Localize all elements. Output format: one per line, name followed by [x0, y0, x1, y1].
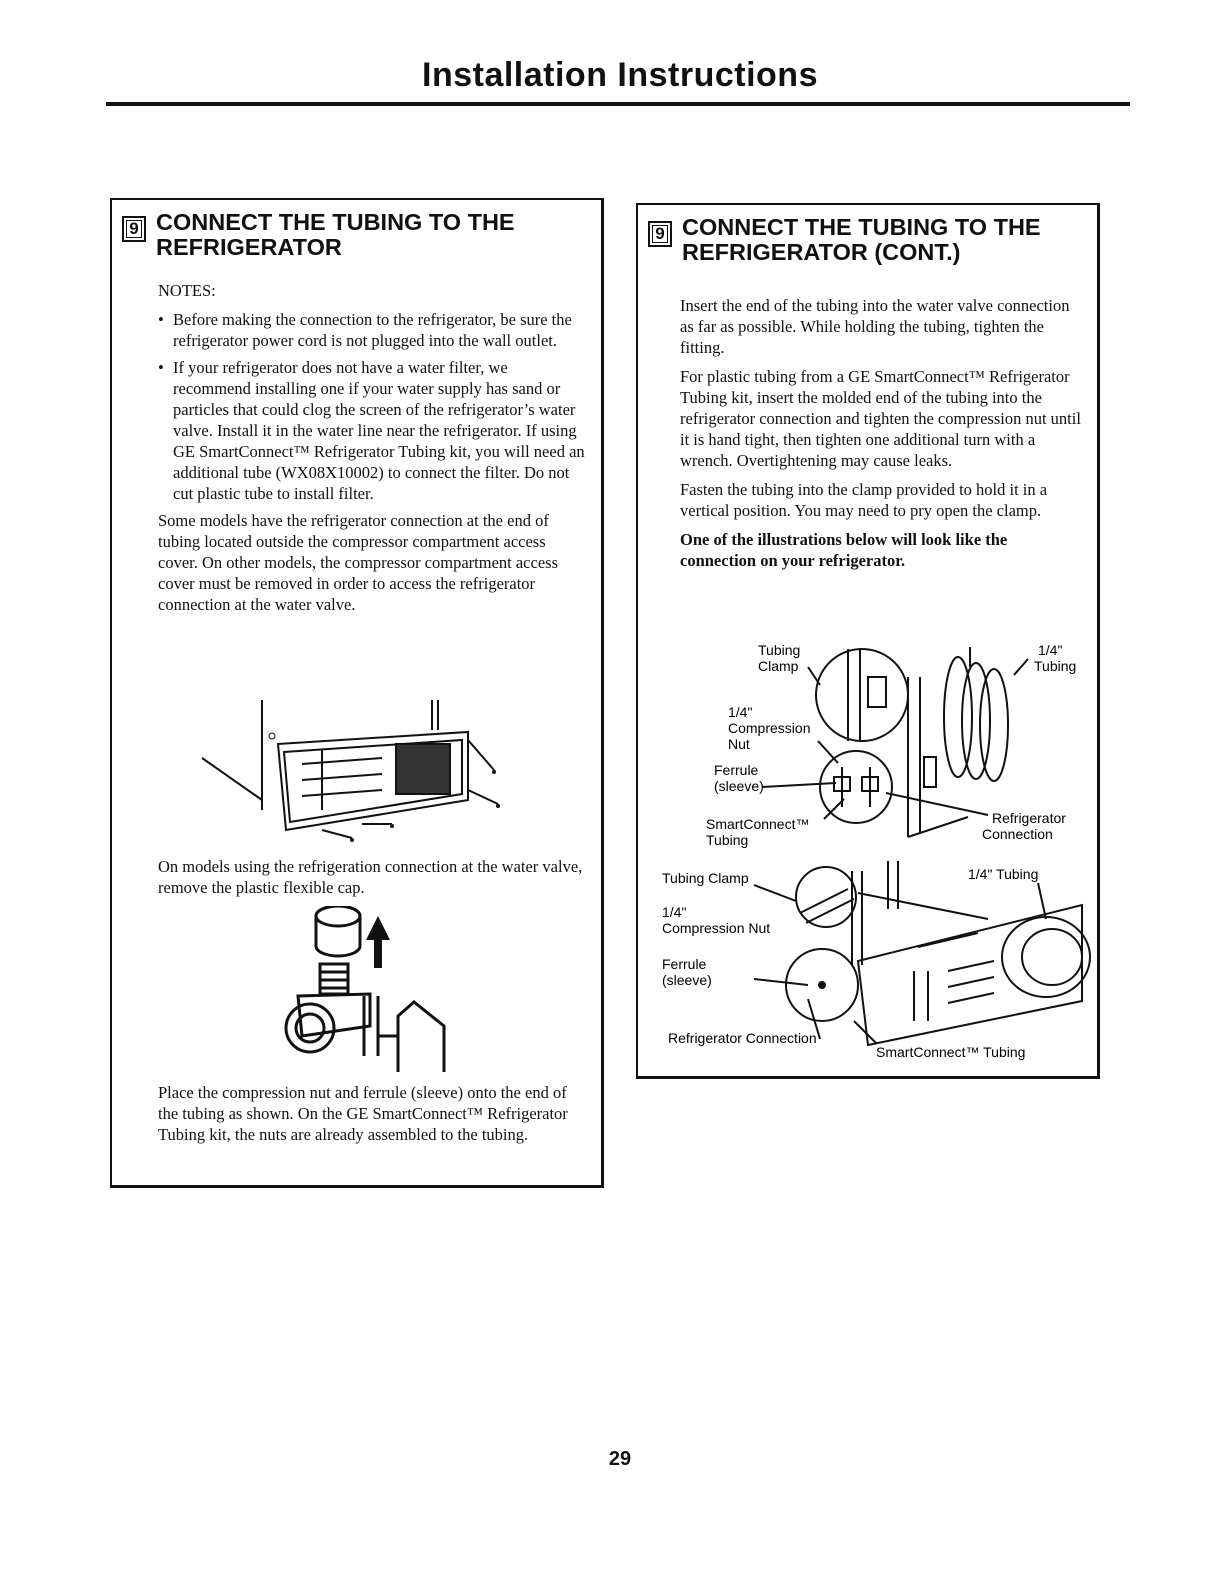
step-header-right [648, 215, 1087, 265]
page-number: 29 [608, 1448, 632, 1470]
ferrule-label-line2: (sleeve) [662, 972, 712, 988]
title-rule [106, 102, 1130, 106]
water-valve-cap-illustration [278, 906, 458, 1076]
note-item: • If your refrigerator does not have a water filter, we recommend installing one if your water supply has sand or particles that could clog the screen of the refrigerator’s water valve. Install it in the water line near the refrigerator. If using GE SmartConnect™ Refrigerator Tubing kit, you will need an additional tube (WX08X10002) to connect the filter. Do not cut plastic tube to install filter. [158, 357, 587, 504]
step-title-right [682, 215, 1087, 265]
step-title-line2: REFRIGERATOR [156, 234, 342, 260]
tubing-clamp-label-line1: Tubing [758, 642, 801, 658]
smartconnect-label-line2: Tubing [706, 832, 749, 848]
compression-nut-label-line2: Compression Nut [662, 920, 771, 936]
insert-paragraph: Insert the end of the tubing into the water valve connection as far as possible. While holding the tubing, tighten the fitting. [680, 296, 1070, 357]
ferrule-label-line1: Ferrule [714, 762, 759, 778]
step-title-left [156, 210, 591, 260]
quarter-tubing-label-line1: 1/4" [1038, 642, 1063, 658]
left-text-middle [158, 856, 587, 906]
tubing-clamp-label: Tubing Clamp [662, 870, 749, 886]
fasten-paragraph: Fasten the tubing into the clamp provided to hold it in a vertical position. You may need to pry open the clamp. [680, 480, 1048, 520]
page-title: Installation Instructions [422, 56, 818, 94]
compression-nut-label-line1: 1/4" [662, 904, 687, 920]
step-title-line1: CONNECT THE TUBING TO THE [682, 214, 1041, 240]
step-title-line2: REFRIGERATOR (CONT.) [682, 239, 961, 265]
models-paragraph: Some models have the refrigerator connection at the end of tubing located outside the compressor compartment access cover. On other models, the compressor compartment access cover must be removed in order to access the refrigerator connection at the water valve. [158, 511, 558, 614]
left-text-top [158, 280, 587, 623]
smartconnect-label: SmartConnect™ Tubing [876, 1044, 1026, 1060]
smartconnect-label-line1: SmartConnect™ [706, 816, 810, 832]
quarter-tubing-label: 1/4" Tubing [968, 866, 1039, 882]
connection-diagram-1 [658, 637, 1078, 857]
plastic-tubing-paragraph: For plastic tubing from a GE SmartConnect™ Refrigerator Tubing kit, insert the molded end of the tubing into the refrigerator connection and tighten the compression nut until it is hand tight, then tighten one additional turn with a wrench. Overtightening may cause leaks. [680, 367, 1081, 470]
step-title-line1: CONNECT THE TUBING TO THE [156, 209, 515, 235]
step-number-badge: 9 [648, 221, 672, 247]
step-number-badge: 9 [122, 216, 146, 242]
ferrule-label-line1: Ferrule [662, 956, 707, 972]
tubing-clamp-label-line2: Clamp [758, 658, 799, 674]
refrigerator-connection-label: Refrigerator Connection [668, 1030, 817, 1046]
ferrule-label-line2: (sleeve) [714, 778, 764, 794]
step-header-left [122, 210, 591, 260]
right-text [680, 295, 1085, 579]
notes-label: NOTES: [158, 281, 216, 300]
compressor-cover-illustration [192, 700, 512, 850]
refrigerator-connection-label-line1: Refrigerator [992, 810, 1066, 826]
compression-nut-label-line1: 1/4" [728, 704, 753, 720]
left-text-bottom [158, 1082, 587, 1153]
connection-diagram-2 [658, 861, 1102, 1067]
step-panel-left [110, 198, 604, 1188]
compression-nut-label-line3: Nut [728, 736, 750, 752]
note-item: • Before making the connection to the refrigerator, be sure the refrigerator power cord is not plugged into the wall outlet. [158, 309, 587, 351]
compression-nut-paragraph: Place the compression nut and ferrule (sleeve) onto the end of the tubing as shown. On the GE SmartConnect™ Refrigerator Tubing kit, the nuts are already assembled to the tubing. [158, 1083, 568, 1144]
step-panel-right [636, 203, 1100, 1079]
compression-nut-label-line2: Compression [728, 720, 811, 736]
refrigerator-connection-label-line2: Connection [982, 826, 1053, 842]
cap-paragraph: On models using the refrigeration connection at the water valve, remove the plastic flexible cap. [158, 857, 583, 897]
illustration-note: One of the illustrations below will look like the connection on your refrigerator. [680, 530, 1008, 570]
notes-list [158, 309, 587, 504]
quarter-tubing-label-line2: Tubing [1034, 658, 1077, 674]
